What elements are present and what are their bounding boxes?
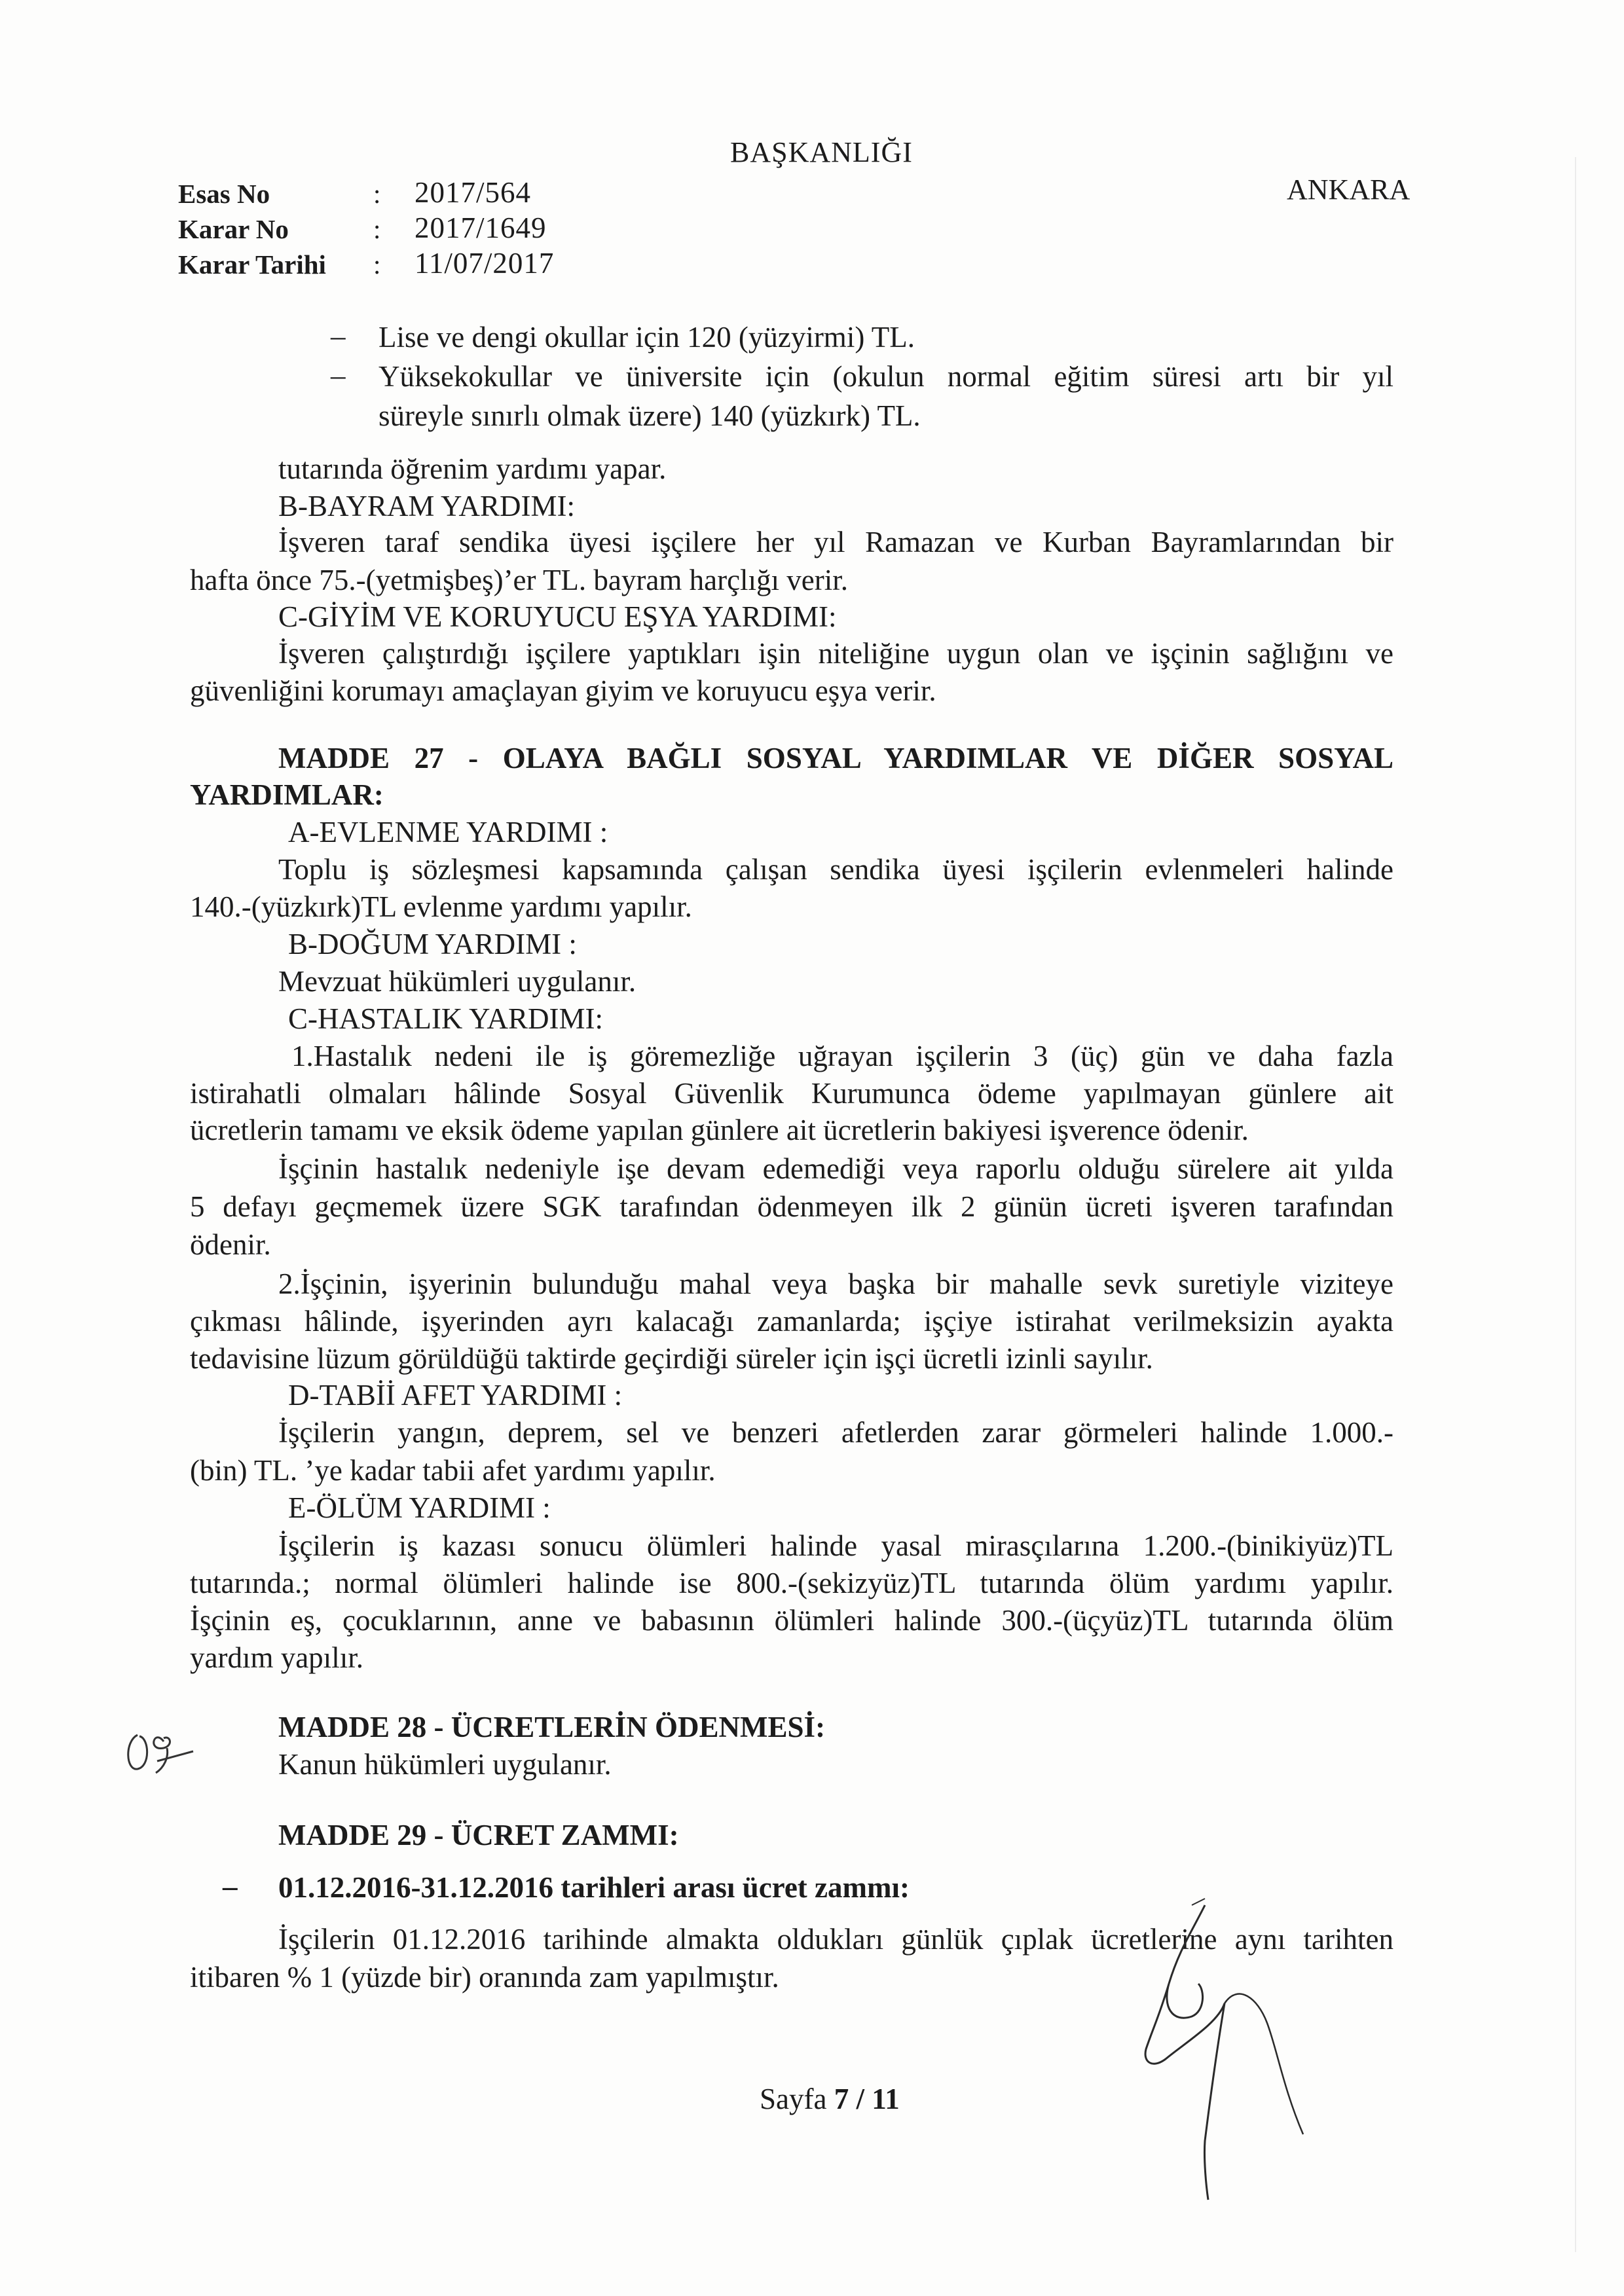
paragraph-line: İşçinin eş, çocuklarının, anne ve babasının ölümleri halinde 300.-(üçyüz)TL tutarında ölüm: [190, 1604, 1393, 1637]
karar-tarihi-value: 11/07/2017: [415, 247, 555, 280]
paragraph-line: İşçilerin iş kazası sonucu ölümleri halinde yasal mirasçılarına 1.200.-(binikiyüz)TL: [278, 1529, 1393, 1562]
paragraph-line: Toplu iş sözleşmesi kapsamında çalışan sendika üyesi işçilerin evlenmeleri halinde: [278, 853, 1393, 886]
scan-artifact: [1575, 157, 1576, 2252]
karar-tarihi-label: Karar Tarihi: [178, 249, 326, 280]
paragraph-line: itibaren % 1 (yüzde bir) oranında zam yapılmıştır.: [190, 1961, 779, 1994]
esas-no-label: Esas No: [178, 179, 270, 209]
paragraph-line: istirahatli olmaları hâlinde Sosyal Güvenlik Kurumunca ödeme yapılmayan günlere ait: [190, 1077, 1393, 1110]
paragraph-line: İşveren çalıştırdığı işçilere yaptıkları işin niteliğine uygun olan ve işçinin sağlığını ve: [278, 637, 1393, 670]
paragraph-line: İşveren taraf sendika üyesi işçilere her yıl Ramazan ve Kurban Bayramlarından bir: [278, 526, 1393, 558]
signature-icon: [1107, 1892, 1382, 2219]
paragraph-line: İşçilerin yangın, deprem, sel ve benzeri afetlerden zarar görmeleri halinde 1.000.-: [278, 1416, 1393, 1449]
margin-initials: [118, 1722, 203, 1784]
paragraph-line: Kanun hükümleri uygulanır.: [278, 1748, 612, 1781]
section-heading: C-HASTALIK YARDIMI:: [288, 1002, 603, 1035]
esas-no-value: 2017/564: [415, 176, 532, 209]
colon: :: [373, 214, 381, 244]
bullet-lise: Lise ve dengi okullar için 120 (yüzyirmi) TL.: [378, 321, 915, 354]
karar-no-label: Karar No: [178, 214, 289, 244]
paragraph-line: İşçinin hastalık nedeniyle işe devam edemediği veya raporlu olduğu sürelere ait yılda: [278, 1152, 1393, 1185]
paragraph-line: ödenir.: [190, 1228, 271, 1261]
paragraph-line: (bin) TL. ’ye kadar tabii afet yardımı yapılır.: [190, 1454, 716, 1487]
section-heading: E-ÖLÜM YARDIMI :: [288, 1491, 551, 1524]
subsection-title: 01.12.2016-31.12.2016 tarihleri arası ücret zammı:: [278, 1871, 910, 1904]
paragraph-line: Mevzuat hükümleri uygulanır.: [278, 965, 637, 998]
section-heading: B-BAYRAM YARDIMI:: [278, 490, 575, 522]
signature: [1107, 1892, 1382, 2223]
institution-title: BAŞKANLIĞI: [730, 136, 913, 168]
bullet-universite-line2: süreyle sınırlı olmak üzere) 140 (yüzkırk) TL.: [378, 399, 921, 432]
colon: :: [373, 249, 381, 280]
paragraph-line: tutarında.; normal ölümleri halinde ise 800.-(sekizyüz)TL tutarında ölüm yardımı yapılır.: [190, 1567, 1393, 1599]
colon: :: [373, 179, 381, 209]
paragraph-line: 1.Hastalık nedeni ile iş göremezliğe uğrayan işçilerin 3 (üç) gün ve daha fazla: [291, 1040, 1393, 1072]
paragraph-line: tedavisine lüzum görüldüğü taktirde geçirdiği süreler için işçi ücretli izinli sayılır.: [190, 1342, 1153, 1375]
paragraph-line: 2.İşçinin, işyerinin bulunduğu mahal veya başka bir mahalle sevk suretiyle viziteye: [278, 1267, 1393, 1300]
paragraph-line: ücretlerin tamamı ve eksik ödeme yapılan günlere ait ücretlerin bakiyesi işverence ödenir.: [190, 1114, 1249, 1146]
section-heading: B-DOĞUM YARDIMI :: [288, 928, 577, 960]
section-heading: A-EVLENME YARDIMI :: [288, 816, 608, 848]
paragraph-line: çıkması hâlinde, işyerinden ayrı kalacağı zamanlarda; işçiye istirahat verilmeksizin ayakta: [190, 1305, 1393, 1338]
article-title: MADDE 28 - ÜCRETLERİN ÖDENMESİ:: [278, 1711, 826, 1743]
paragraph-line: hafta önce 75.-(yetmişbeş)’er TL. bayram harçlığı verir.: [190, 564, 849, 596]
paragraph-line: yardım yapılır.: [190, 1641, 363, 1674]
paragraph-line: tutarında öğrenim yardımı yapar.: [278, 452, 667, 485]
paragraph-line: 5 defayı geçmemek üzere SGK tarafından ödenmeyen ilk 2 günün ücreti işveren tarafından: [190, 1190, 1393, 1223]
section-heading: C-GİYİM VE KORUYUCU EŞYA YARDIMI:: [278, 600, 837, 633]
city-label: ANKARA: [1287, 173, 1411, 206]
page-number: [760, 2082, 900, 2116]
section-heading: D-TABİİ AFET YARDIMI :: [288, 1379, 623, 1412]
paragraph-line: 140.-(yüzkırk)TL evlenme yardımı yapılır.: [190, 890, 692, 923]
article-title: MADDE 29 - ÜCRET ZAMMI:: [278, 1819, 679, 1851]
page-number-value: 7 / 11: [834, 2083, 900, 2115]
bullet-dash: –: [331, 319, 346, 352]
karar-no-value: 2017/1649: [415, 211, 547, 244]
bullet-universite-line1: Yüksekokullar ve üniversite için (okulun normal eğitim süresi artı bir yıl: [378, 360, 1393, 393]
paragraph-line: güvenliğini korumayı amaçlayan giyim ve koruyucu eşya verir.: [190, 674, 936, 707]
article-title: MADDE 27 - OLAYA BAĞLI SOSYAL YARDIMLAR VE DİĞER SOSYAL: [278, 742, 1393, 774]
bullet-dash: –: [223, 1870, 238, 1903]
bullet-dash: –: [331, 359, 346, 392]
article-title-cont: YARDIMLAR:: [190, 778, 384, 811]
handwritten-initials-icon: [118, 1722, 203, 1781]
paragraph-line: İşçilerin 01.12.2016 tarihinde almakta oldukları günlük çıplak ücretlerine aynı tarihten: [278, 1923, 1393, 1956]
page-label: Sayfa: [760, 2083, 827, 2115]
